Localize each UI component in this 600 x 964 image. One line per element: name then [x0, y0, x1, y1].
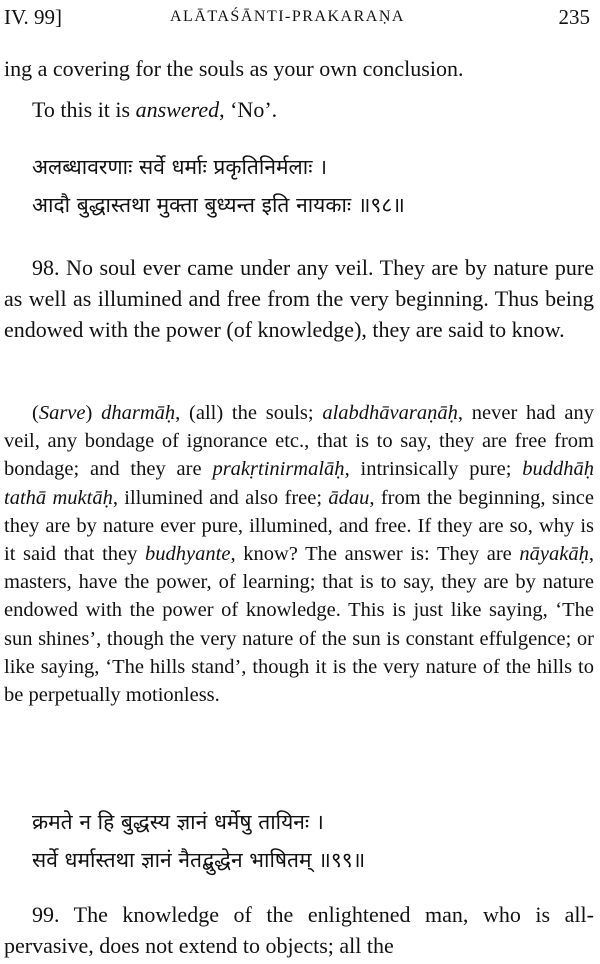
continued-text: ing a covering for the souls as your own conclusion. — [4, 56, 464, 81]
verse-99-line-2: सर्वे धर्मास्तथा ज्ञानं नैतद्बुद्धेन भाषितम् ॥९९॥ — [32, 848, 366, 872]
verse-99-line-1: क्रमते न हि बुद्धस्य ज्ञानं धर्मेषु तायिनः । — [32, 810, 324, 834]
running-header — [0, 0, 600, 34]
verse-98-line-1: अलब्धावरणाः सर्वे धर्माः प्रकृतिनिर्मलाः । — [32, 155, 328, 179]
answer-line: To this it is answered, ‘No’. — [32, 97, 278, 122]
running-title: ALĀTAŚĀNTI-PRAKARAṆA — [170, 8, 405, 25]
page-number: 235 — [558, 5, 590, 29]
translation-98: 98. No soul ever came under any veil. They are by nature pure as well as illumined and free from the very beginning. Thus being endowed with the power (of knowledge), they are said to know. — [4, 255, 594, 342]
commentary-98: (Sarve) dharmāḥ, (all) the souls; alabdhāvaraṇāḥ, never had any veil, any bondage of ignorance etc., that is to say, they are free from bondage; and they are prakṛtinirmalāḥ, intrinsically pure; buddhāḥ tathā muktāḥ, illumined and also free; ādau, from the beginning, since they are by nature ever pure, illumined, and free. If they are so, why is it said that they budhyante, know? The answer is: They are nāyakāḥ, masters, have the power, of learning; that is to say, they are by nature endowed with the power of knowledge. This is just like saying, ‘The sun shines’, though the very nature of the sun is constant effulgence; or like saying, ‘The hills stand’, though it is the very nature of the hills to be perpetually motionless. — [4, 402, 595, 707]
verse-98-line-2: आदौ बुद्धास्तथा मुक्ता बुध्यन्त इति नायकाः ॥९८॥ — [32, 193, 405, 217]
translation-99: 99. The knowledge of the enlightened man, who is all-pervasive, does not extend to objects; all the — [4, 902, 594, 958]
chapter-verse-ref: IV. 99] — [4, 5, 62, 29]
answered-italic: answered — [135, 97, 220, 122]
